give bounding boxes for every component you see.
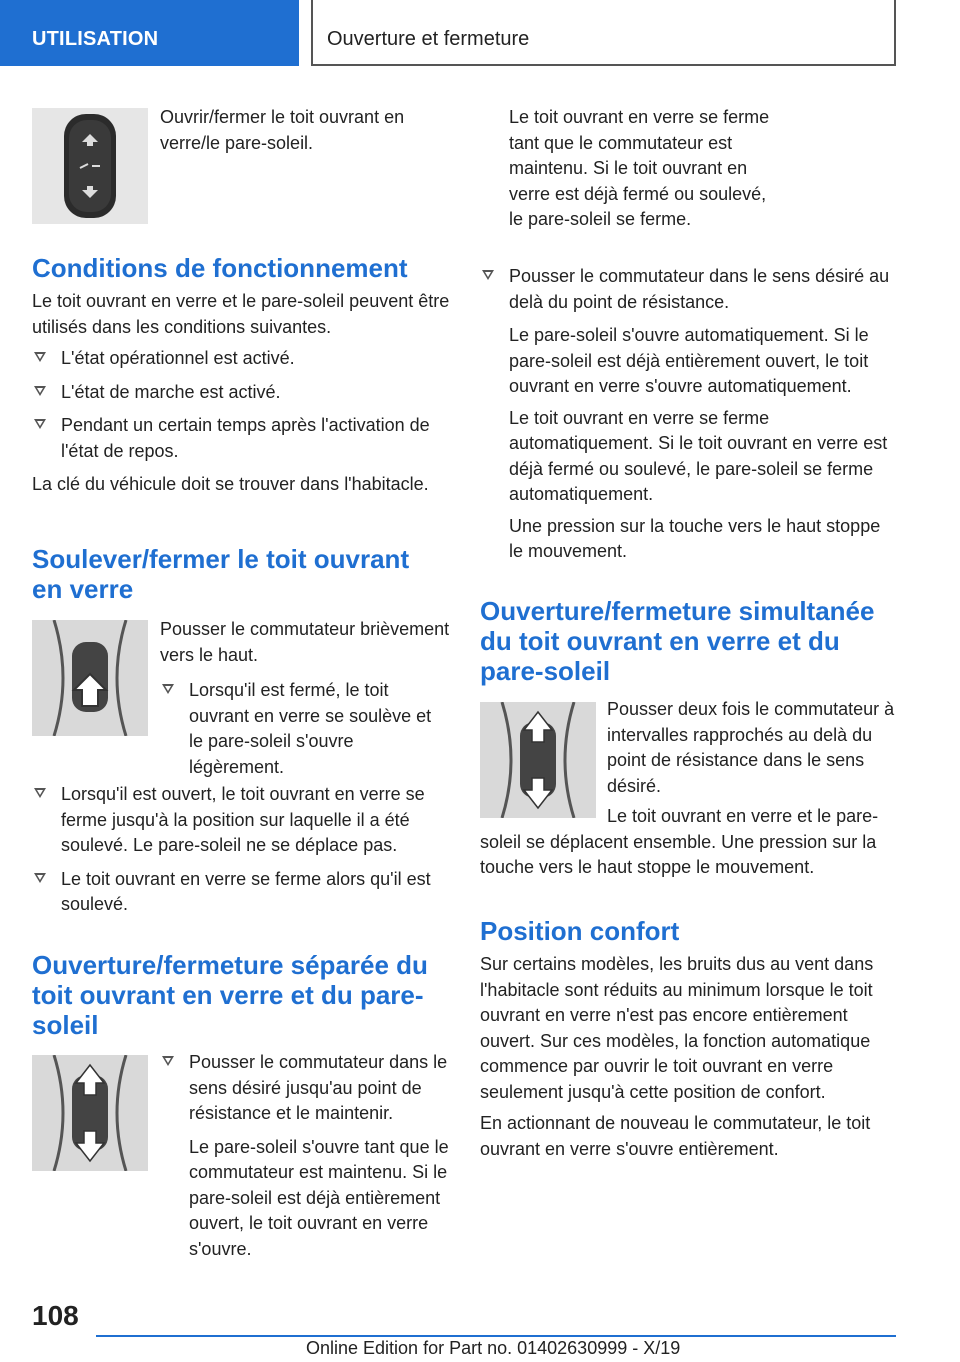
chapter-tab [311, 0, 896, 66]
switch-up-image [32, 620, 148, 736]
bullet-triangle-icon [34, 386, 46, 396]
list-item: Le toit ouvrant en verre se ferme alors qu'il est soulevé. [32, 867, 450, 918]
page-number: 108 [32, 1300, 79, 1331]
footer-edition: Online Edition for Part no. 01402630999 - X/19 [306, 1338, 681, 1358]
heading-separate: Ouverture/fermeture séparée du toit ouvrant en verre et du pare-soleil [32, 950, 428, 1040]
conditions-text: Le toit ouvrant en verre et le pare-soleil peuvent être utilisés dans les conditions suivantes. [32, 291, 450, 337]
bullet-triangle-icon [34, 419, 46, 429]
lift-block [160, 617, 450, 788]
simultaneous-block [607, 697, 899, 805]
list-item: L'état de marche est activé. [32, 380, 450, 406]
bullet-triangle-icon [162, 1056, 174, 1066]
right-column [480, 264, 898, 571]
intro-block [160, 105, 440, 162]
roof-switch-image [32, 108, 148, 224]
close-text: Le toit ouvrant en verre se ferme tant que le commutateur est maintenu. Si le toit ouvrant en verre est déjà fermé ou soulevé, le pare-soleil se ferme. [509, 107, 770, 229]
list-item: L'état opérationnel est activé. [32, 346, 450, 372]
comfort-text: Sur certains modèles, les bruits dus au vent dans l'habitacle sont réduits au minimum lorsque le toit ouvrant en verre n'est pas encore entièrement ouvert. Sur ces modèles, la fonction automatique commence par ouvrir le toit ouvrant en verre seulement jusqu'à cette position de confort. [480, 954, 874, 1102]
list-item: Pousser le commutateur dans le sens désiré jusqu'au point de résistance et le maintenir. [160, 1050, 450, 1127]
together-text: Le toit ouvrant en verre et le pare-soleil se déplacent ensemble. Une pression sur la touche vers le haut stoppe le mouvement. [480, 806, 879, 877]
key-text: La clé du véhicule doit se trouver dans l'habitacle. [32, 474, 429, 494]
left-column [32, 253, 450, 504]
bullet-triangle-icon [162, 684, 174, 694]
heading-comfort: Position confort [480, 916, 680, 946]
section-label: UTILISATION [32, 28, 159, 50]
chapter-title: Ouverture et fermeture [327, 28, 530, 50]
stop-text: Une pression sur la touche vers le haut stoppe le mouvement. [509, 515, 881, 561]
simultaneous-text: Pousser deux fois le commutateur à intervalles rapprochés au delà du point de résistance dans le sens désiré. [607, 699, 895, 796]
intro-text: Ouvrir/fermer le toit ouvrant en verre/le pare-soleil. [160, 107, 405, 153]
right-section-2 [480, 596, 898, 686]
simultaneous-cont [480, 804, 898, 887]
bullet-triangle-icon [34, 352, 46, 362]
bullet-triangle-icon [34, 788, 46, 798]
comfort-text-2: En actionnant de nouveau le commutateur, le toit ouvrant en verre s'ouvre entièrement. [480, 1113, 871, 1159]
list-item: Pendant un certain temps après l'activation de l'état de repos. [32, 413, 450, 464]
list-item: Pousser le commutateur dans le sens désiré au delà du point de résistance. [480, 264, 898, 315]
list-item: Lorsqu'il est fermé, le toit ouvrant en verre se soulève et le pare-soleil s'ouvre légèrement. [160, 678, 450, 780]
lift-list [32, 782, 450, 926]
left-section-2 [32, 544, 450, 604]
switch-double-image [480, 702, 596, 818]
separate-text: Le pare-soleil s'ouvre tant que le commutateur est maintenu. Si le pare-soleil est déjà entièrement ouvert, le toit ouvrant en verre s'ouvre. [189, 1136, 449, 1259]
switch-both-image [32, 1055, 148, 1171]
footer-divider [96, 1335, 896, 1337]
list-item: Lorsqu'il est ouvert, le toit ouvrant en verre se ferme jusqu'à la position sur laquelle il a été soulevé. Le pare-soleil ne se déplace pas. [32, 782, 450, 859]
heading-simultaneous: Ouverture/fermeture simultanée du toit ouvrant en verre et du pare-soleil [480, 596, 875, 686]
heading-lift-close: Soulever/fermer le toit ouvrant en verre [32, 544, 410, 604]
left-section-3 [32, 950, 450, 1040]
separate-block [160, 1050, 450, 1268]
bullet-triangle-icon [34, 873, 46, 883]
heading-conditions: Conditions de fonctionnement [32, 253, 408, 283]
auto-open-text: Le pare-soleil s'ouvre automatiquement. Si le pare-soleil est déjà entièrement ouvert, le toit ouvrant en verre s'ouvre automatiquement. [509, 325, 869, 396]
section-tab [0, 0, 299, 66]
right-top [480, 105, 780, 239]
lift-text: Pousser le commutateur brièvement vers le haut. [160, 619, 450, 665]
bullet-triangle-icon [482, 270, 494, 280]
right-section-3 [480, 916, 898, 1168]
auto-close-text: Le toit ouvrant en verre se ferme automatiquement. Si le toit ouvrant en verre est déjà fermé ou soulevé, le pare-soleil se ferme automatiquement. [509, 407, 888, 504]
